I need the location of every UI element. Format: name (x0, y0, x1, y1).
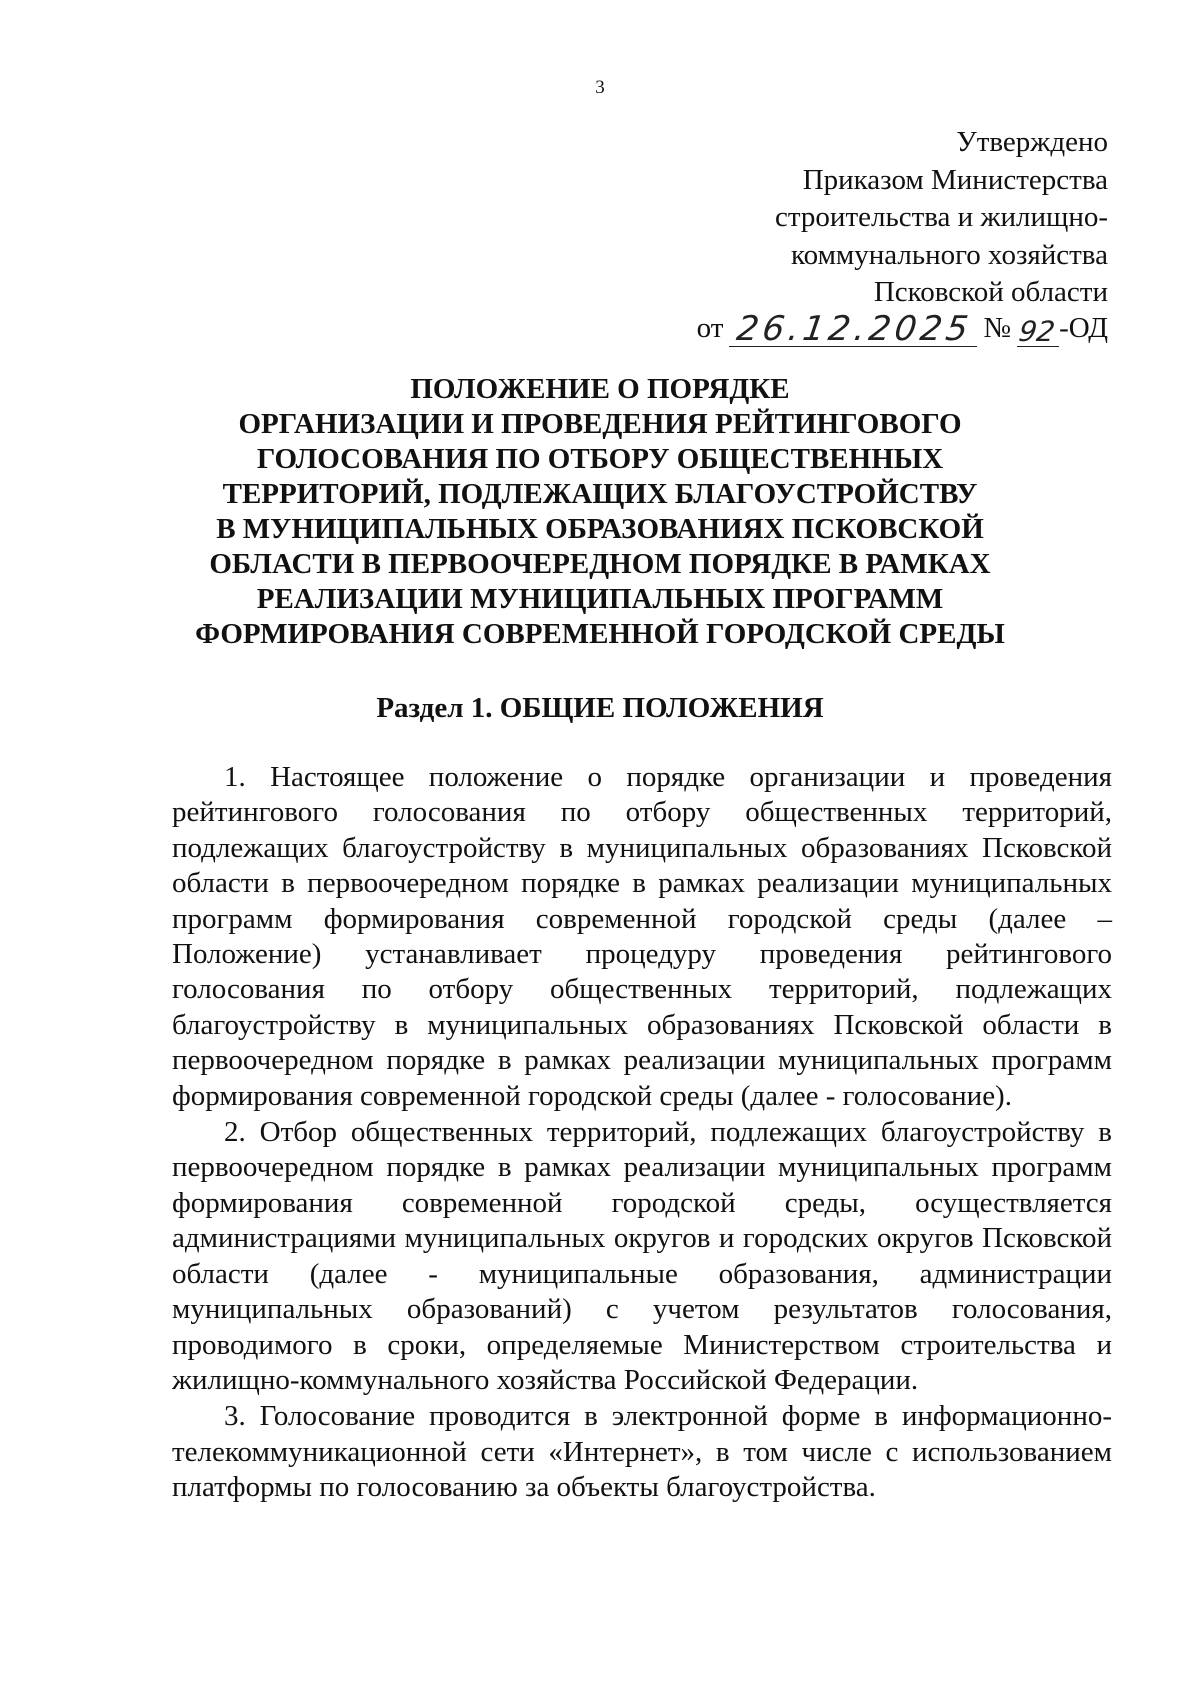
handwritten-date: 26.12.2025 (734, 309, 975, 349)
title-line: ОРГАНИЗАЦИИ И ПРОВЕДЕНИЯ РЕЙТИНГОВОГО (238, 408, 962, 440)
document-title (0, 372, 1200, 652)
order-date-prefix: от (696, 311, 724, 344)
approval-line: строительства и жилищно- (775, 201, 1108, 233)
order-number-label: № (983, 311, 1012, 344)
approval-line: Утверждено (956, 126, 1108, 158)
title-line: ПОЛОЖЕНИЕ О ПОРЯДКЕ (410, 373, 790, 405)
handwritten-number: 92 (1016, 315, 1058, 348)
approval-line: коммунального хозяйства (791, 238, 1108, 271)
title-line: ФОРМИРОВАНИЯ СОВРЕМЕННОЙ ГОРОДСКОЙ СРЕДЫ (195, 618, 1005, 650)
title-line: РЕАЛИЗАЦИИ МУНИЦИПАЛЬНЫХ ПРОГРАММ (256, 583, 944, 615)
order-number-blank (1017, 316, 1059, 347)
title-line: ГОЛОСОВАНИЯ ПО ОТБОРУ ОБЩЕСТВЕННЫХ (256, 443, 944, 475)
order-number-suffix: -ОД (1059, 311, 1108, 344)
paragraph-3: 3. Голосование проводится в электронной форме в информационно-телекоммуникационной сети «Интернет», в том числе с использованием платформы по голосованию за объекты благоустройства. (172, 1400, 1112, 1504)
paragraph-1: 1. Настоящее положение о порядке организации и проведения рейтингового голосования по отбору общественных территорий, подлежащих благоустройству в муниципальных образованиях Псковской области в первоочередном порядке в рамках реализации муниципальных программ формирования современной городской среды (далее – Положение) устанавливает процедуру проведения рейтингового голосования по отбору общественных территорий, подлежащих благоустройству в муниципальных образованиях Псковской области в первоочередном порядке в рамках реализации муниципальных программ формирования современной городской среды (далее - голосование). (172, 761, 1112, 1112)
title-line: ОБЛАСТИ В ПЕРВООЧЕРЕДНОМ ПОРЯДКЕ В РАМКАХ (209, 548, 991, 580)
order-reference (697, 310, 1108, 348)
page-number: 3 (595, 77, 605, 98)
section-heading: Раздел 1. ОБЩИЕ ПОЛОЖЕНИЯ (376, 692, 824, 724)
paragraph-2: 2. Отбор общественных территорий, подлежащих благоустройству в первоочередном порядке в рамках реализации муниципальных программ формирования современной городской среды, осуществляется администрациями муниципальных округов и городских округов Псковской области (далее - муниципальные образования, администрации муниципальных образований) с учетом результатов голосования, проводимого в сроки, определяемые Министерством строительства и жилищно-коммунального хозяйства Российской Федерации. (172, 1116, 1112, 1396)
approval-line: Приказом Министерства (802, 163, 1108, 196)
document-body (172, 760, 1112, 1507)
title-line: ТЕРРИТОРИЙ, ПОДЛЕЖАЩИХ БЛАГОУСТРОЙСТВУ (222, 478, 978, 510)
order-date-blank (729, 309, 977, 349)
approval-line: Псковской области (873, 276, 1108, 308)
title-line: В МУНИЦИПАЛЬНЫХ ОБРАЗОВАНИЯХ ПСКОВСКОЙ (216, 513, 984, 545)
approval-stamp-block (697, 124, 1108, 347)
